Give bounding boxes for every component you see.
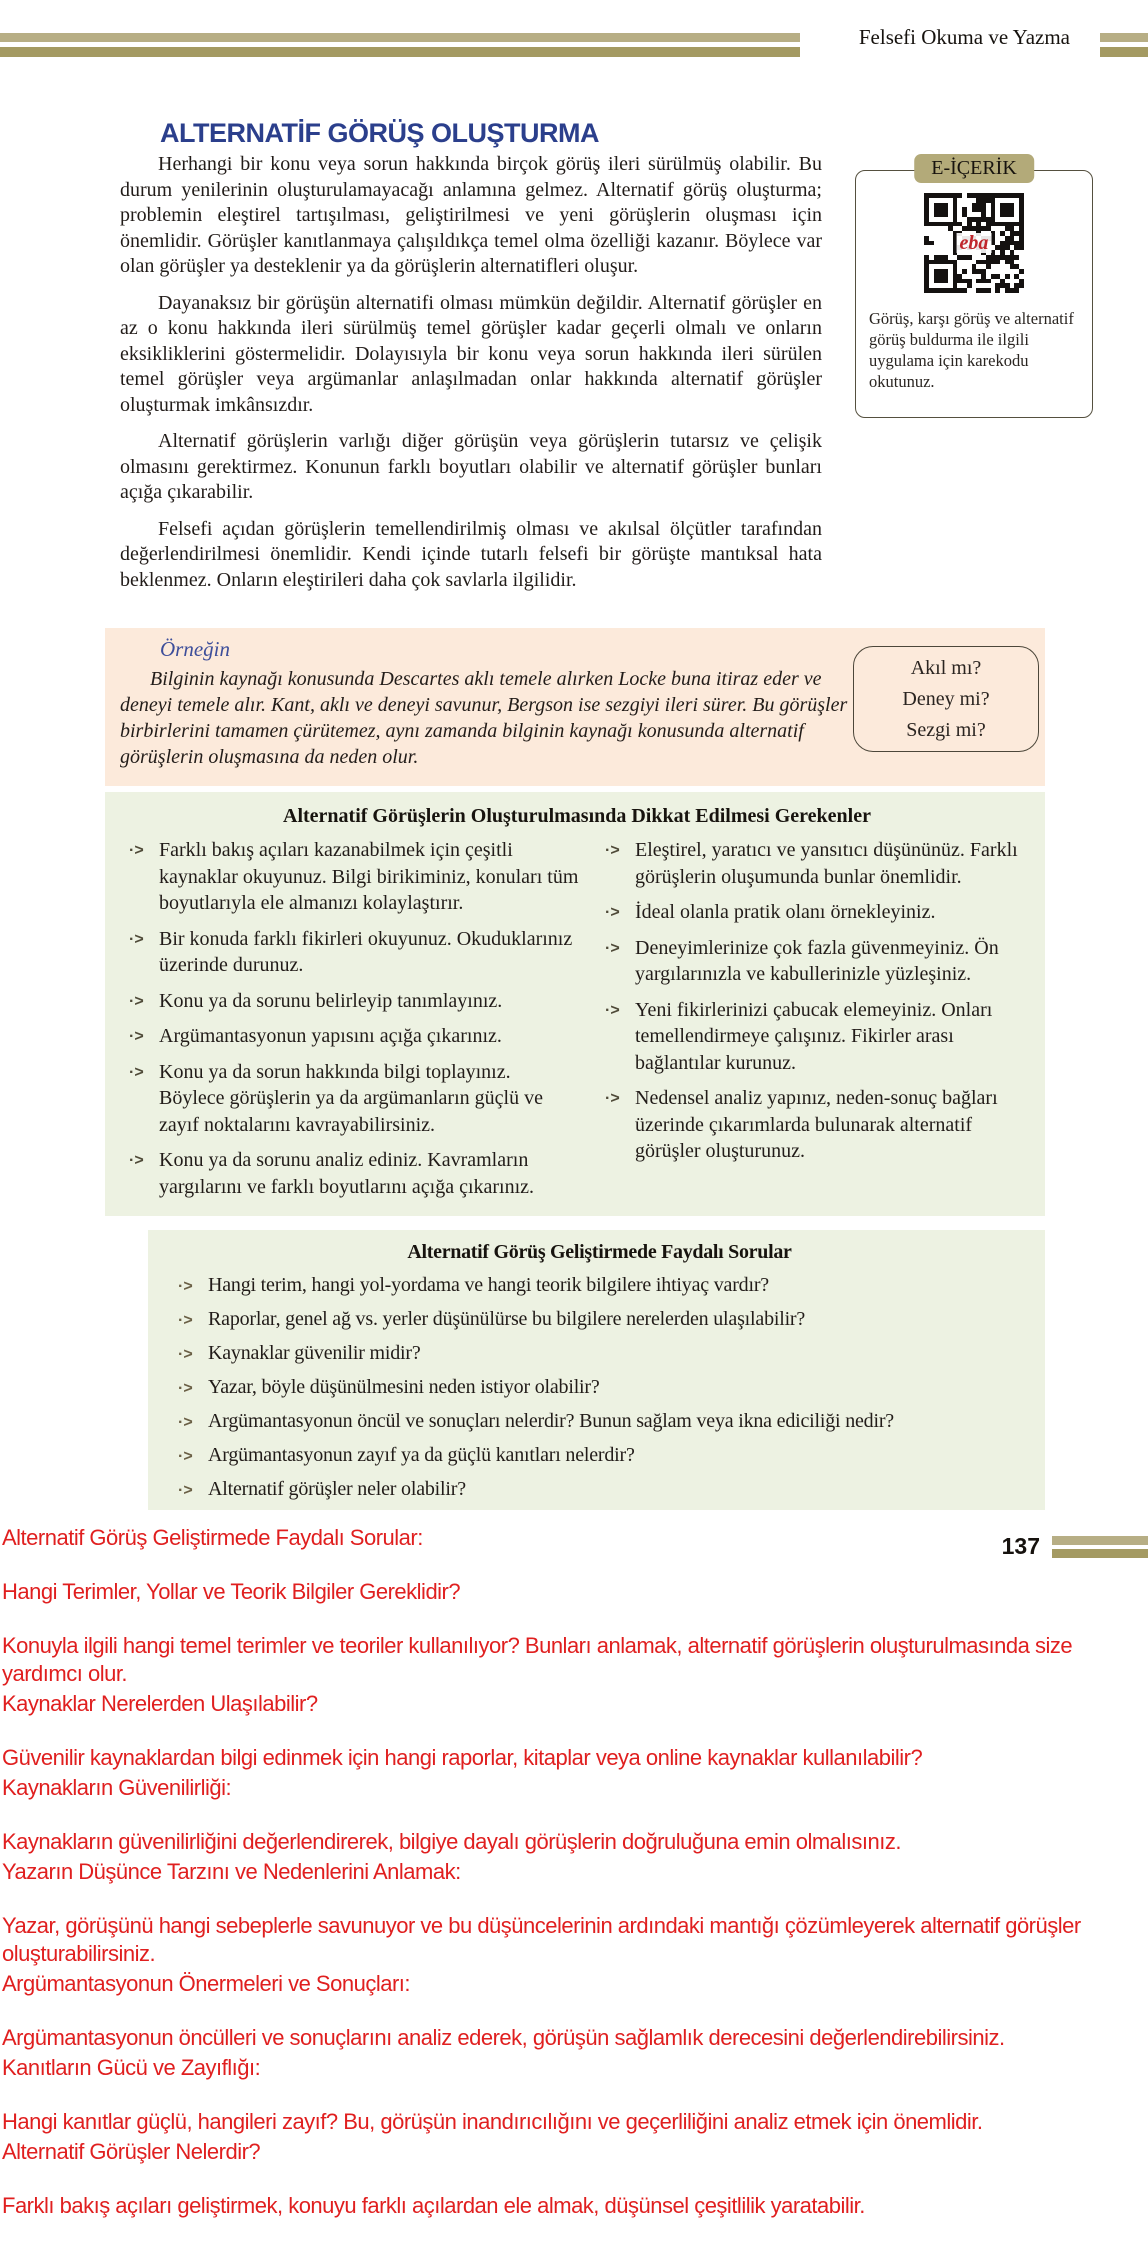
qr-code [924,193,1024,293]
list-item [178,1307,1021,1332]
econtent-box [855,157,1093,418]
annotation-line: Konuyla ilgili hangi temel terimler ve teoriler kullanılıyor? Bunları anlamak, alternatif görüşlerin oluşturulmasında size yardımcı olur. [2,1633,1073,1686]
arrow-bullet-icon: ·> [129,992,144,1010]
page-heading: ALTERNATİF GÖRÜŞ OLUŞTURMA [160,118,599,148]
example-text: Bilginin kaynağı konusunda Descartes aklı temele alırken Locke buna itiraz eder ve deneyi temele alır. Kant, aklı ve deneyi savunur, Bergson ise sezgiyi ileri sürer. Bu görüşler birbirlerini tamamen çürütemez, aynı zamanda bilginin kaynağı konusunda alternatif görüşlerin oluşmasına da neden olur. [120,668,848,768]
arrow-bullet-icon: ·> [129,1028,144,1045]
arrow-bullet-icon: ·> [129,930,144,948]
header-rule-dark [0,47,800,57]
econtent-tab: E-İÇERİK [914,154,1034,183]
list-item-text: Konu ya da sorunu analiz ediniz. Kavramların yargılarını ve farklı boyutlarını açığa çıkarınız. [159,1149,535,1198]
annotation-line: Farklı bakış açıları geliştirmek, konuyu farklı açılardan ele almak, düşünsel çeşitlilik yaratabilir. [2,2193,865,2218]
arrow-bullet-icon: ·> [178,1346,193,1363]
list-item-text: Kaynaklar güvenilir midir? [208,1342,421,1364]
list-item [129,837,581,917]
arrow-bullet-icon: ·> [605,842,620,859]
list-item-text: İdeal olanla pratik olanı örnekleyiniz. [635,901,936,923]
list-item [605,935,1025,988]
list-item-text: Raporlar, genel ağ vs. yerler düşünülürse bu bilgilere nerelerden ulaşılabilir? [208,1308,806,1330]
eba-logo: eba [957,233,992,253]
list-item-text: Farklı bakış açıları kazanabilmek için çeşitli kaynaklar okuyunuz. Bilgi birikiminiz, konuları tüm boyutlarıyla ele almanızı kolaylaştırır. [159,839,579,914]
body-paragraph: Dayanaksız bir görüşün alternatifi olması mümkün değildir. Alternatif görüşler en az o konu hakkında ileri sürülmüş temel görüşler kadar geçerli olmalı ve onların eksikliklerini göstermelidir. Dolayısıyla bir konu veya sorun hakkında ileri sürülen temel görüşler veya argümanlar anlaşılmadan onlar hakkında alternatif görüşler oluşturmak imkânsızdır. [120,291,822,416]
list-item-text: Alternatif görüşler neler olabilir? [208,1478,466,1500]
list-item [129,988,581,1015]
list-item [178,1341,1021,1366]
list-item-text: Nedensel analiz yapınız, neden-sonuç bağları üzerinde çıkarımlarda bulunarak alternatif görüşler oluşturunuz. [635,1087,998,1162]
header-rule-light [0,33,800,42]
arrow-bullet-icon: ·> [605,904,620,921]
list-item [605,837,1025,890]
list-item [605,1085,1025,1165]
list-item [129,1147,581,1200]
list-item-text: Yeni fikirlerinizi çabucak elemeyiniz. Onları temellendirmeye çalışınız. Fikirler arası bağlantılar kurunuz. [635,998,993,1074]
list-item-text: Konu ya da sorunu belirleyip tanımlayınız. [159,989,503,1012]
arrow-bullet-icon: ·> [605,939,620,957]
list-item-text: Deneyimlerinize çok fazla güvenmeyiniz. Ön yargılarınızla ve kabullerinizle yüzleşiniz. [635,936,999,985]
annotation-line: Kaynakların güvenilirliğini değerlendirerek, bilgiye dayalı görüşlerin doğruluğuna emin olmalısınız. [2,1829,901,1854]
list-item [178,1443,1021,1468]
header-rule-dark-right [1100,47,1148,57]
list-item-text: Hangi terim, hangi yol-yordama ve hangi teorik bilgilere ihtiyaç vardır? [208,1274,769,1296]
arrow-bullet-icon: ·> [178,1448,193,1465]
list-item-text: Konu ya da sorun hakkında bilgi toplayınız. Böylece görüşlerin ya da argümanların güçlü ve zayıf noktalarını kavrayabilirsiniz. [159,1060,543,1136]
annotation-line: Yazar, görüşünü hangi sebeplerle savunuyor ve bu düşüncelerinin ardındaki mantığı çözümleyerek alternatif görüşler oluşturabilirsiniz. [2,1913,1081,1966]
annotation-line: Alternatif Görüş Geliştirmede Faydalı Sorular: [2,1525,423,1550]
considerations-box [105,792,1045,1216]
arrow-bullet-icon: ·> [605,1001,620,1019]
list-item [178,1375,1021,1400]
arrow-bullet-icon: ·> [178,1482,193,1499]
list-item-text: Eleştirel, yaratıcı ve yansıtıcı düşününüz. Farklı görüşlerin oluşumunda bunlar önemlidir. [635,839,1018,888]
list-item [605,899,1025,926]
annotation-line: Güvenilir kaynaklardan bilgi edinmek için hangi raporlar, kitaplar veya online kaynaklar kullanılabilir? [2,1745,923,1770]
body-paragraph: Herhangi bir konu veya sorun hakkında birçok görüş ileri sürülmüş olabilir. Bu durum yenilerinin oluşturulamayacağı anlamına gelmez. Alternatif görüş oluşturma; problemin eleştirel tartışılması, geliştirilmesi ve yeni görüşlerin oluşması için önemlidir. Görüşler kanıtlanmaya çalışıldıkça temel olma özelliği kazanır. Böylece var olan görüşler ya desteklenir ya da görüşlerin alternatifleri oluşur. [120,153,822,277]
annotation-line: Kaynaklar Nerelerden Ulaşılabilir? [2,1691,318,1716]
example-box [105,628,1045,786]
callout-line: Deney mi? [902,687,990,710]
questions-box [148,1230,1045,1510]
article-body [120,152,822,604]
annotation-line: Hangi kanıtlar güçlü, hangileri zayıf? Bu, görüşün inandırıcılığını ve geçerliliğini analiz etmek için önemlidir. [2,2109,983,2134]
list-item [129,1023,581,1050]
list-item-text: Argümantasyonun yapısını açığa çıkarınız. [159,1025,502,1047]
considerations-title: Alternatif Görüşlerin Oluşturulmasında Dikkat Edilmesi Gerekenler [283,805,871,827]
callout-line: Akıl mı? [910,656,982,679]
list-item-text: Argümantasyonun öncül ve sonuçları nelerdir? Bunun sağlam veya ikna ediciliği nedir? [208,1410,894,1432]
header-rule-light-right [1100,33,1148,42]
example-label: Örneğin [160,637,230,661]
questions-list [178,1273,1021,1502]
annotation-line: Argümantasyonun öncülleri ve sonuçlarını analiz ederek, görüşün sağlamlık derecesini değerlendirebilirsiniz. [2,2025,1005,2050]
arrow-bullet-icon: ·> [129,842,144,859]
arrow-bullet-icon: ·> [129,1063,144,1081]
list-item [129,926,581,979]
annotations-overlay [2,1524,1146,2220]
body-paragraph: Felsefi açıdan görüşlerin temellendirilmiş olması ve akılsal ölçütler tarafından değerlendirilmesi önemlidir. Kendi içinde tutarlı felsefi bir görüşte mantıksal hata beklenmez. Onların eleştirileri daha çok savlarla ilgilidir. [120,517,822,591]
annotation-line: Kaynakların Güvenilirliği: [2,1775,232,1800]
example-callout [853,646,1039,752]
annotation-line: Kanıtların Gücü ve Zayıflığı: [2,2055,261,2080]
annotation-line: Alternatif Görüşler Nelerdir? [2,2139,261,2164]
list-item [178,1409,1021,1434]
annotation-line: Argümantasyonun Önermeleri ve Sonuçları: [2,1971,410,1996]
list-item-text: Argümantasyonun zayıf ya da güçlü kanıtları nelerdir? [208,1444,635,1466]
questions-title: Alternatif Görüş Geliştirmede Faydalı Sorular [407,1241,792,1263]
annotation-line: Hangi Terimler, Yollar ve Teorik Bilgiler Gereklidir? [2,1579,461,1604]
arrow-bullet-icon: ·> [178,1312,193,1329]
callout-line: Sezgi mi? [906,718,986,741]
list-item [178,1477,1021,1502]
chapter-title: Felsefi Okuma ve Yazma [858,25,1070,49]
arrow-bullet-icon: ·> [605,1090,620,1107]
list-item-text: Yazar, böyle düşünülmesini neden istiyor olabilir? [208,1376,600,1398]
arrow-bullet-icon: ·> [178,1278,193,1295]
annotation-line: Yazarın Düşünce Tarzını ve Nedenlerini Anlamak: [2,1859,461,1884]
considerations-left-list [129,837,581,1200]
econtent-caption: Görüş, karşı görüş ve alternatif görüş buldurma ile ilgili uygulama için karekodu okutunuz. [869,309,1074,391]
list-item-text: Bir konuda farklı fikirleri okuyunuz. Okuduklarınız üzerinde durunuz. [159,927,573,976]
arrow-bullet-icon: ·> [178,1414,193,1431]
body-paragraph: Alternatif görüşlerin varlığı diğer görüşün veya görüşlerin tutarsız ve çelişik olmasını gerektirmez. Konunun farklı boyutları olabilir ve alternatif görüşler bunları açığa çıkarabilir. [120,430,822,503]
list-item [178,1273,1021,1298]
list-item [129,1059,581,1139]
page-number: 137 [1001,1533,1040,1559]
arrow-bullet-icon: ·> [129,1152,144,1169]
considerations-right-list [605,837,1025,1165]
list-item [605,997,1025,1077]
arrow-bullet-icon: ·> [178,1380,193,1397]
